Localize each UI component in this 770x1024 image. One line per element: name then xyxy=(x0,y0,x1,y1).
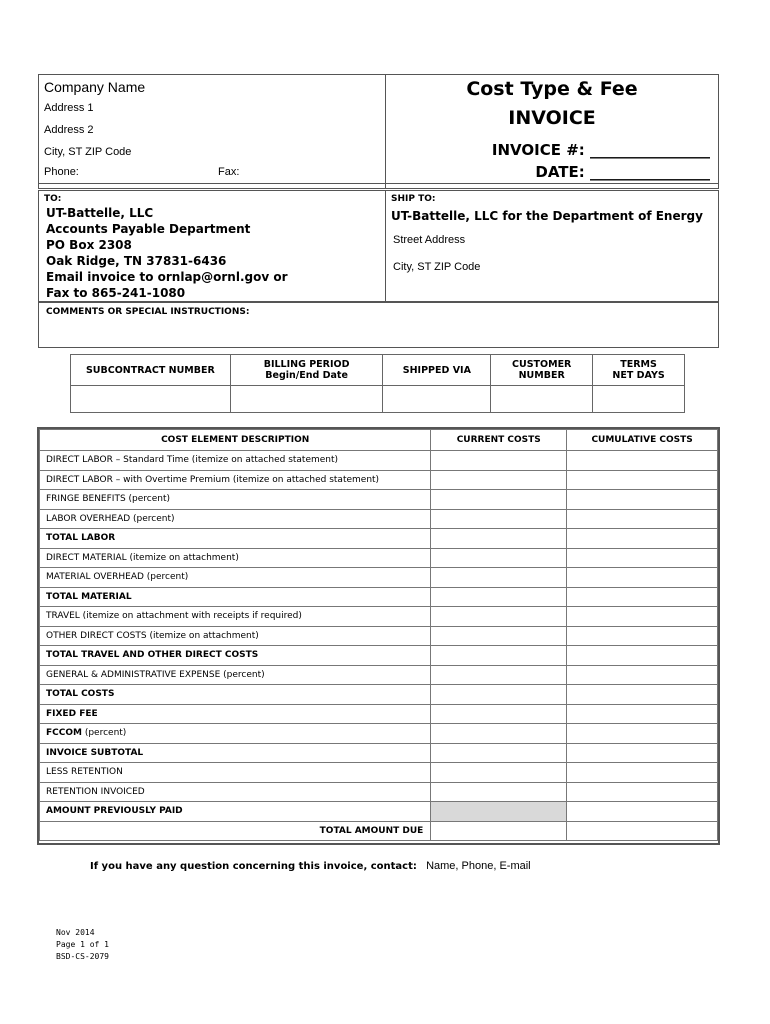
current-cost-cell[interactable] xyxy=(431,626,567,646)
cumulative-cost-cell[interactable] xyxy=(567,490,718,510)
customer-number-cell[interactable] xyxy=(491,386,593,413)
cost-row-label: TOTAL TRAVEL AND OTHER DIRECT COSTS xyxy=(40,646,431,666)
cumulative-cost-cell[interactable] xyxy=(567,782,718,802)
contact-prompt: If you have any question concerning this invoice, contact: xyxy=(90,861,417,872)
ship-to-label: SHIP TO: xyxy=(391,194,436,204)
invoice-number-field[interactable]: INVOICE #: ________________ xyxy=(491,141,710,159)
total-amount-due-label: TOTAL AMOUNT DUE xyxy=(40,821,431,841)
to-label: TO: xyxy=(44,194,62,204)
subcontract-number-header: SUBCONTRACT NUMBER xyxy=(71,355,231,386)
current-cost-cell[interactable] xyxy=(431,568,567,588)
terms-header: TERMS NET DAYS xyxy=(593,355,685,386)
cumulative-cost-cell[interactable] xyxy=(567,587,718,607)
cost-row-label: FRINGE BENEFITS (percent) xyxy=(40,490,431,510)
cumulative-cost-cell[interactable] xyxy=(567,607,718,627)
cost-row-label: MATERIAL OVERHEAD (percent) xyxy=(40,568,431,588)
current-cost-cell[interactable] xyxy=(431,470,567,490)
footer-date: Nov 2014 xyxy=(56,928,95,937)
subcontract-table xyxy=(70,354,685,413)
footer-form-number: BSD-CS-2079 xyxy=(56,952,109,961)
current-cost-cell-shaded xyxy=(431,802,567,822)
ship-to-city: City, ST ZIP Code xyxy=(393,261,481,273)
company-fax-label: Fax: xyxy=(218,166,240,178)
cumulative-costs-header: CUMULATIVE COSTS xyxy=(567,430,718,451)
current-cost-cell[interactable] xyxy=(431,548,567,568)
cumulative-cost-cell[interactable] xyxy=(567,470,718,490)
cumulative-cost-cell[interactable] xyxy=(567,548,718,568)
cost-row-label: RETENTION INVOICED xyxy=(40,782,431,802)
company-address-1: Address 1 xyxy=(44,102,94,114)
current-cost-cell[interactable] xyxy=(431,782,567,802)
current-cost-cell[interactable] xyxy=(431,587,567,607)
subcontract-number-cell[interactable] xyxy=(71,386,231,413)
cumulative-cost-cell[interactable] xyxy=(567,665,718,685)
cost-row-label: TOTAL MATERIAL xyxy=(40,587,431,607)
contact-value: Name, Phone, E-mail xyxy=(426,860,531,872)
terms-cell[interactable] xyxy=(593,386,685,413)
comments-label: COMMENTS OR SPECIAL INSTRUCTIONS: xyxy=(46,307,250,317)
cumulative-cost-cell[interactable] xyxy=(567,529,718,549)
company-name: Company Name xyxy=(44,79,146,95)
cost-row-label: INVOICE SUBTOTAL xyxy=(40,743,431,763)
cumulative-cost-cell[interactable] xyxy=(567,802,718,822)
to-address-block xyxy=(46,205,288,301)
current-cost-cell[interactable] xyxy=(431,821,567,841)
cost-row-label: GENERAL & ADMINISTRATIVE EXPENSE (percent) xyxy=(40,665,431,685)
billing-period-header: BILLING PERIOD Begin/End Date xyxy=(230,355,383,386)
cumulative-cost-cell[interactable] xyxy=(567,743,718,763)
current-cost-cell[interactable] xyxy=(431,490,567,510)
shipped-via-header: SHIPPED VIA xyxy=(383,355,491,386)
cumulative-cost-cell[interactable] xyxy=(567,451,718,471)
cost-row-label: FIXED FEE xyxy=(40,704,431,724)
cumulative-cost-cell[interactable] xyxy=(567,646,718,666)
title-line-1: Cost Type & Fee xyxy=(466,78,638,100)
ship-to-street: Street Address xyxy=(393,234,466,246)
contact-line xyxy=(90,860,531,872)
to-line: Accounts Payable Department xyxy=(46,222,251,236)
cost-row-label: TRAVEL (itemize on attachment with receipts if required) xyxy=(40,607,431,627)
cost-row-label: LABOR OVERHEAD (percent) xyxy=(40,509,431,529)
current-cost-cell[interactable] xyxy=(431,529,567,549)
cumulative-cost-cell[interactable] xyxy=(567,509,718,529)
cost-row-label: DIRECT MATERIAL (itemize on attachment) xyxy=(40,548,431,568)
cost-row-label: TOTAL COSTS xyxy=(40,685,431,705)
cost-table-frame xyxy=(37,427,720,845)
cumulative-cost-cell[interactable] xyxy=(567,626,718,646)
cumulative-cost-cell[interactable] xyxy=(567,685,718,705)
cost-row-label: TOTAL LABOR xyxy=(40,529,431,549)
current-cost-cell[interactable] xyxy=(431,724,567,744)
header-bottom-rule xyxy=(38,183,719,184)
cost-row-label: LESS RETENTION xyxy=(40,763,431,783)
company-city: City, ST ZIP Code xyxy=(44,146,132,158)
current-cost-cell[interactable] xyxy=(431,451,567,471)
current-cost-cell[interactable] xyxy=(431,509,567,529)
current-cost-cell[interactable] xyxy=(431,743,567,763)
cumulative-cost-cell[interactable] xyxy=(567,821,718,841)
company-address-2: Address 2 xyxy=(44,124,94,136)
ship-to-name: UT-Battelle, LLC for the Department of Energy xyxy=(391,209,703,223)
cumulative-cost-cell[interactable] xyxy=(567,763,718,783)
customer-number-header: CUSTOMER NUMBER xyxy=(491,355,593,386)
current-cost-cell[interactable] xyxy=(431,665,567,685)
footer-page: Page 1 of 1 xyxy=(56,940,109,949)
cost-row-label: DIRECT LABOR – Standard Time (itemize on attached statement) xyxy=(40,451,431,471)
cost-row-label: OTHER DIRECT COSTS (itemize on attachment) xyxy=(40,626,431,646)
current-costs-header: CURRENT COSTS xyxy=(431,430,567,451)
footer xyxy=(56,927,109,963)
to-line: Email invoice to ornlap@ornl.gov or xyxy=(46,270,288,284)
cumulative-cost-cell[interactable] xyxy=(567,704,718,724)
to-line: Oak Ridge, TN 37831-6436 xyxy=(46,254,227,268)
to-line: Fax to 865-241-1080 xyxy=(46,286,186,300)
cost-row-label: DIRECT LABOR – with Overtime Premium (itemize on attached statement) xyxy=(40,470,431,490)
address-divider xyxy=(385,190,386,302)
cost-row-label: FCCOM (percent) xyxy=(40,724,431,744)
current-cost-cell[interactable] xyxy=(431,704,567,724)
cost-row-label: AMOUNT PREVIOUSLY PAID xyxy=(40,802,431,822)
current-cost-cell[interactable] xyxy=(431,607,567,627)
cost-description-header: COST ELEMENT DESCRIPTION xyxy=(40,430,431,451)
company-phone-label: Phone: xyxy=(44,166,79,178)
cumulative-cost-cell[interactable] xyxy=(567,568,718,588)
current-cost-cell[interactable] xyxy=(431,763,567,783)
cost-table xyxy=(39,429,718,841)
to-line: UT-Battelle, LLC xyxy=(46,206,154,220)
cumulative-cost-cell[interactable] xyxy=(567,724,718,744)
current-cost-cell[interactable] xyxy=(431,646,567,666)
current-cost-cell[interactable] xyxy=(431,685,567,705)
to-line: PO Box 2308 xyxy=(46,238,132,252)
billing-period-cell[interactable] xyxy=(230,386,383,413)
invoice-date-field[interactable]: DATE: ________________ xyxy=(535,163,710,181)
shipped-via-cell[interactable] xyxy=(383,386,491,413)
title-line-2: INVOICE xyxy=(508,107,596,129)
